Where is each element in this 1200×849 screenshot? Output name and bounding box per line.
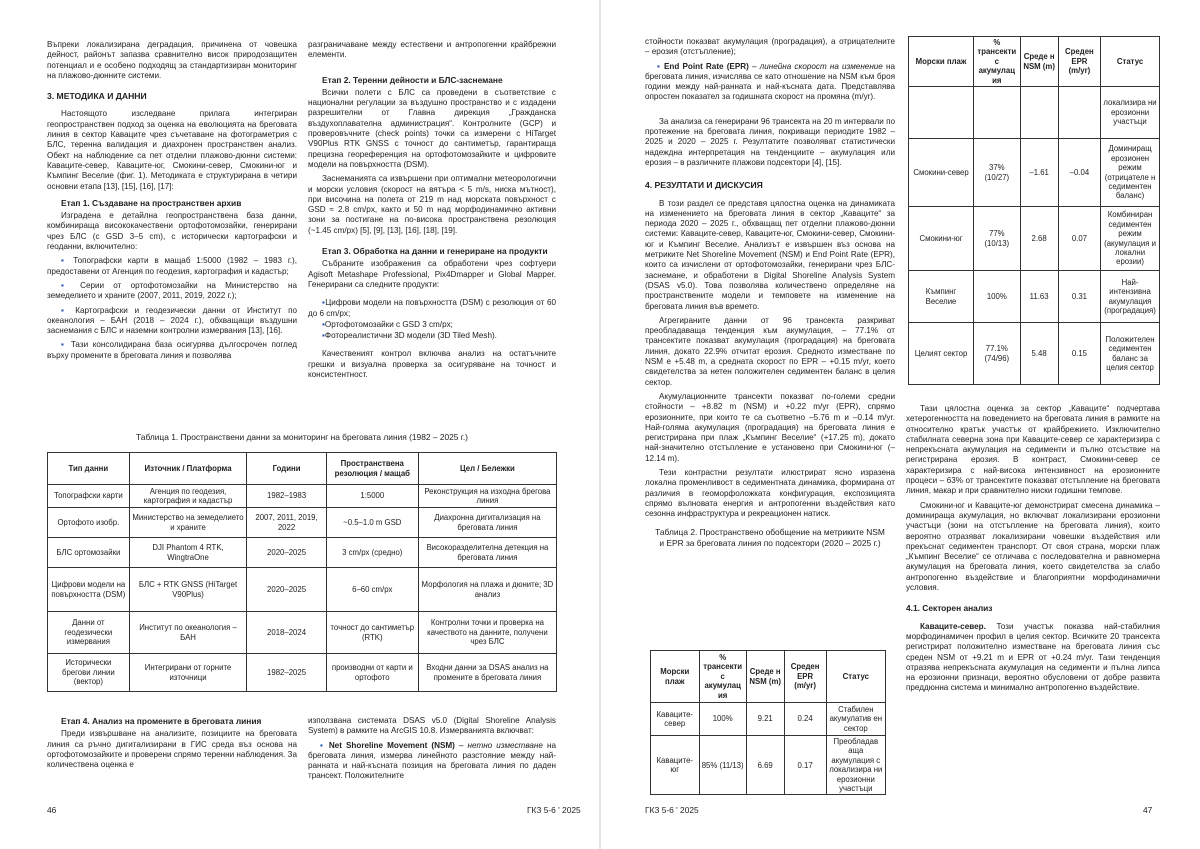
subsection-4-1-title: 4.1. Секторен анализ bbox=[906, 603, 993, 614]
table-cell bbox=[1058, 87, 1100, 139]
table-cell: 3 cm/px (средно) bbox=[326, 538, 418, 568]
table-header-cell: % трансекти с акумулац ия bbox=[974, 37, 1020, 87]
left-bottom-column-2 bbox=[308, 716, 556, 786]
table-header-cell: % трансекти с акумулац ия bbox=[699, 651, 746, 703]
table-cell: 0.07 bbox=[1058, 207, 1100, 271]
table-header-cell: Морски плаж bbox=[651, 651, 700, 703]
table-cell: Агенция по геодезия, картография и кадастър bbox=[129, 485, 247, 508]
section-4-title: 4. РЕЗУЛТАТИ И ДИСКУСИЯ bbox=[645, 180, 763, 191]
table-1-caption: Таблица 1. Пространствени данни за мониторинг на бреговата линия (1982 – 2025 г.) bbox=[136, 432, 468, 442]
table-row bbox=[48, 654, 557, 692]
table-header-cell: Източник / Платформа bbox=[129, 453, 247, 485]
table-row bbox=[909, 139, 1160, 207]
square-bullet-icon: ▪ bbox=[322, 331, 325, 341]
table-cell: Ортофото изобр. bbox=[48, 508, 130, 538]
assessment-paragraph-2: Смокини-юг и Каваците-юг демонстрират смесена динамика – доминираща акумулация, но включват локализирани ерозионни участъци (зони на отстъпление на бреговата линия), които вероятно отразяват локализирани човешки въздействия или прекъснат седиментен транспорт. От своя страна, морски плаж „Къмпинг Веселие“ се отличава с последователна и равномерна акумулация на бреговата линия, което свидетелства за слабо антропогенно въздействие и благоприятни морфодинамични условия. bbox=[906, 500, 1160, 593]
table-cell: 0.31 bbox=[1058, 271, 1100, 323]
table-cell: Смокини-юг bbox=[909, 207, 974, 271]
table-cell: Контролни точки и проверка на качеството на данните, получени чрез БЛС bbox=[418, 612, 556, 654]
table-cell: 0.24 bbox=[784, 703, 826, 736]
table-cell: Високоразделителна детекция на бреговата линия bbox=[418, 538, 556, 568]
stage-2-paragraph-2: Заснеманията са извършени при оптимални метеорологични и морски условия (скорост на вятъра < 5 m/s, ниска мътност), при височина на полета от 219 m над морската повърхност с GSD ≈ 2.8 cm/px, както и 50 m над морфодинамично активни зони за постигане на по-висока пространствена резолюция (~1.45 cm/px) [5], [9], [13], [16], [18], [19]. bbox=[308, 174, 556, 235]
table-cell: 6.69 bbox=[746, 736, 784, 795]
table-cell: 9.21 bbox=[746, 703, 784, 736]
table-row bbox=[651, 703, 886, 736]
table-row-continued bbox=[909, 87, 1160, 139]
square-bullet-icon: ▪ bbox=[322, 298, 326, 308]
table-cell: 6–60 cm/px bbox=[326, 568, 418, 612]
table-cell: Входни данни за DSAS анализ на промените в бреговата линия bbox=[418, 654, 556, 692]
assessment-paragraph-1: Тази цялостна оценка за сектор „Каваците“ подчертава хетерогенността на поведението на бреговата линия в рамките на относително кратък участък от крайбрежието. Изключително стабилната северна зона при Каваците-север се характеризира с непрекъсната акумулация на седименти и пълно отсъствие на регистрирана ерозия. В контраст, Смокини-север се характеризира с най-висока интензивност на ерозионните процеси – 63% от трансектите показват отстъпление на бреговата линия, макар и при сравнително ниски годишни темпове. bbox=[906, 404, 1160, 496]
table-header-cell: Среде н NSM (m) bbox=[746, 651, 784, 703]
table-cell: DJI Phantom 4 RTK, WingtraOne bbox=[129, 538, 247, 568]
table-cell: 2.68 bbox=[1020, 207, 1058, 271]
table-row bbox=[651, 736, 886, 795]
journal-footer-right: ГКЗ 5-6 ' 2025 bbox=[645, 805, 699, 815]
table-cell: 2020–2025 bbox=[247, 538, 326, 568]
epr-item: ▪ End Point Rate (EPR) – линейна скорост на изменение на бреговата линия, изчислява се като отношение на NSM към броя години между най-ранната и най-късната дата. Представлява опростен показател за годишната скорост на промяна (m/yr). bbox=[645, 61, 895, 102]
continued-paragraph: стойности показват акумулация (проградация), а отрицателните – ерозия (отстъпление); bbox=[645, 37, 895, 57]
left-column-1 bbox=[47, 40, 297, 365]
table-header-cell: Среден EPR (m/yr) bbox=[1058, 37, 1100, 87]
table-cell: 11.63 bbox=[1020, 271, 1058, 323]
table-cell: Целият сектор bbox=[909, 323, 974, 385]
table-header-cell: Статус bbox=[826, 651, 885, 703]
table-cell bbox=[974, 87, 1020, 139]
table-header-cell: Среде н NSM (m) bbox=[1020, 37, 1058, 87]
table-cell: Положителен седиментен баланс за целия сектор bbox=[1101, 323, 1160, 385]
table-cell: производни от карти и ортофото bbox=[326, 654, 418, 692]
product-item: ▪Фотореалистични 3D модели (3D Tiled Mesh). bbox=[322, 331, 497, 341]
table-cell: БЛС ортомозайки bbox=[48, 538, 130, 568]
nsm-item: ▪ Net Shoreline Movement (NSM) – нетно изместване на бреговата линия, измерва линейното разстояние между най-ранната и най-късната позиция на бреговата линия по даден трансект. Положителните bbox=[308, 740, 556, 781]
table-cell: Къмпинг Веселие bbox=[909, 271, 974, 323]
table-header-cell: Среден EPR (m/yr) bbox=[784, 651, 826, 703]
stage-1-title: Етап 1. Създаване на пространствен архив bbox=[61, 197, 242, 208]
square-bullet-icon: ▪ bbox=[320, 740, 329, 750]
table-cell: Каваците-север bbox=[651, 703, 700, 736]
table-cell: Цифрови модели на повърхността (DSM) bbox=[48, 568, 130, 612]
table-cell: Исторически брегови линии (вектор) bbox=[48, 654, 130, 692]
table-cell bbox=[909, 87, 974, 139]
right-column-1 bbox=[645, 37, 895, 555]
table-row bbox=[909, 207, 1160, 271]
table-row bbox=[48, 485, 557, 508]
table-cell: Комбиниран седиментен режим (акумулация и локални ерозии) bbox=[1101, 207, 1160, 271]
table-header-cell: Статус bbox=[1101, 37, 1160, 87]
intro-paragraph: Въпреки локализирана деградация, причинена от човешка дейност, районът запазва сравнително висок природозащитен потенциал и е особено подходящ за стандартизиран мониторинг на плажово-дюнните системи. bbox=[47, 40, 297, 80]
square-bullet-icon: ▪ bbox=[61, 305, 76, 315]
table-cell: 5.48 bbox=[1020, 323, 1058, 385]
stage-3-title: Етап 3. Обработка на данни и генериране на продукти bbox=[322, 246, 548, 257]
continued-paragraph: разграничаване между естествени и антропогенни крайбрежни елементи. bbox=[308, 40, 556, 60]
page-number-right: 47 bbox=[1143, 805, 1153, 815]
stage-2-paragraph-1: Всички полети с БЛС са проведени в съответствие с национални регулации за въздушно пространство и с издадени разрешителни от Главна дирекция „Гражданска въздухоплавателна администрация“. Контролните (GCP) и проверовъчните (check points) точки са измерени с HiTarget V90Plus RTK GNSS с точност до сантиметър, гарантираща прецизна геореференция на ортофотомозайките и цифровите модели на повърхността (DSM). bbox=[308, 87, 556, 169]
left-bottom-column-1 bbox=[47, 716, 297, 774]
table-cell: Доминиращ ерозионен режим (отрицателе н седиментен баланс) bbox=[1101, 139, 1160, 207]
square-bullet-icon: ▪ bbox=[322, 319, 325, 329]
bullet-item: ▪ Топографски карти в мащаб 1:5000 (1982 – 1983 г.), предоставени от Агенция по геодезия, картография и кадастър; bbox=[47, 256, 298, 276]
table-cell: Най-интензивна акумулация (проградация) bbox=[1101, 271, 1160, 323]
table-cell: Стабилен акумулатив ен сектор bbox=[826, 703, 885, 736]
stage-2-title: Етап 2. Теренни дейности и БЛС-заснемане bbox=[322, 74, 503, 85]
table-cell: Институт по океанология – БАН bbox=[129, 612, 247, 654]
table-2-part-2 bbox=[908, 36, 1160, 385]
table-cell: БЛС + RTK GNSS (HiTarget V90Plus) bbox=[129, 568, 247, 612]
table-cell: 0.17 bbox=[784, 736, 826, 795]
table-cell: ~0.5–1.0 m GSD bbox=[326, 508, 418, 538]
table-row bbox=[48, 538, 557, 568]
quality-paragraph: Качественият контрол включва анализ на остатъчните грешки и визуална проверка за осигуряване на точност и консистентност. bbox=[308, 349, 556, 380]
table-cell: 1:5000 bbox=[326, 485, 418, 508]
table-cell: 37% (10/27) bbox=[974, 139, 1020, 207]
square-bullet-icon: ▪ bbox=[61, 280, 81, 290]
bullet-item: ▪ Серии от ортофотомозайки на Министерство на земеделието и храните (2007, 2011, 2019, 2022 г.); bbox=[47, 280, 297, 301]
results-paragraph-1: В този раздел се представя цялостна оценка на динамиката на изменението на бреговата линия в сектор „Каваците“ за периода 2020 – 2025 г., обхващащ пет отделни плажово-дюнни системи: Каваците-север, Каваците-юг, Смокини-север, Смокини-юг и Къмпинг Веселие. Анализът е извършен въз основа на метриките Net Shoreline Movement (NSM) и End Point Rate (EPR), които са изчислени от ортофотомозайки, генерирани чрез БЛС-заснемане, и обработени в Digital Shoreline Analysis System (DSAS v5.0). Това позволява количествено определяне на пространствените модели и темповете на изменение на бреговата линия във времето. bbox=[645, 198, 895, 311]
right-column-2 bbox=[906, 404, 1160, 698]
table-row bbox=[909, 323, 1160, 385]
table-cell: 85% (11/13) bbox=[699, 736, 746, 795]
page-number-left: 46 bbox=[47, 805, 57, 815]
square-bullet-icon: ▪ bbox=[657, 61, 664, 71]
page-spine bbox=[599, 0, 601, 849]
table-cell: 2018–2024 bbox=[247, 612, 326, 654]
dsas-paragraph: използвана системата DSAS v5.0 (Digital Shoreline Analysis System) в рамките на ArcGIS 10.8. Измерванията включват: bbox=[308, 716, 556, 736]
table-cell: Реконструкция на изходна брегова линия bbox=[418, 485, 556, 508]
table-row bbox=[909, 271, 1160, 323]
table-cell: 0.15 bbox=[1058, 323, 1100, 385]
stage-1-paragraph: Изградена е детайлна геопространствена база данни, комбинираща висококачествени ортофотомозайки, генерирани чрез БЛС (с GSD 3–5 cm), с исторически картографски и геоданни, включително: bbox=[47, 211, 297, 252]
square-bullet-icon: ▪ bbox=[61, 340, 71, 350]
table-cell: Каваците-юг bbox=[651, 736, 700, 795]
table-cell: Данни от геодезически измервания bbox=[48, 612, 130, 654]
table-cell: Преобладав аща акумулация с локализира ни ерозионни участъци bbox=[826, 736, 885, 795]
sector-paragraph: Каваците-север. Този участък показва най-стабилния морфодинамичен профил в целия сектор. Всичките 20 трансекта регистрират положително изместване на бреговата линия със среден NSM от +9.21 m и EPR от +0.24 m/yr. Тази тенденция отразява непрекъсната акумулация на седименти и пълна липса на ерозионни признаци, вероятно обусловени от добре развита преддюнна система и минимално антропогенно въздействие. bbox=[906, 621, 1160, 693]
method-paragraph: Настоящото изследване прилага интегриран геопространствен подход за оценка на еволюцията на бреговата линия в сектор Каваците чрез съчетаване на фотограметрия с БЛС, теренна валидация и диахронен пространствен анализ. Обект на наблюдение са пет отделни плажово-дюнни системи: Каваците-север, Каваците-юг, Смокини-север, Смокини-юг и Къмпинг Веселие (фиг. 1). Методиката е структурирана в четири основни етапа [13], [15], [16], [17]: bbox=[47, 109, 297, 191]
table-2-part-1 bbox=[650, 650, 886, 795]
continued-status-cell: локализира ни ерозионни участъци bbox=[1101, 87, 1160, 139]
table-cell bbox=[1020, 87, 1058, 139]
table-cell: –1.61 bbox=[1020, 139, 1058, 207]
table-cell: –0.04 bbox=[1058, 139, 1100, 207]
left-column-2 bbox=[308, 40, 556, 384]
results-paragraph-4: Тези контрастни резултати илюстрират ясно изразена локална променливост в седиментната динамика, формирана от различия в геоморфоложката конфигурация, експозицията спрямо вълновата енергия и антропогенни въздействия като сезонна инфраструктура и рекреационен натиск. bbox=[645, 467, 895, 519]
stage-4-title: Етап 4. Анализ на промените в бреговата линия bbox=[61, 716, 262, 726]
table-cell: точност до сантиметър (RTK) bbox=[326, 612, 418, 654]
table-row bbox=[48, 568, 557, 612]
table-header-cell: Цел / Бележки bbox=[418, 453, 556, 485]
table-header-cell: Години bbox=[247, 453, 326, 485]
table-cell: 77.1% (74/96) bbox=[974, 323, 1020, 385]
table-cell: Интегрирани от горните източници bbox=[129, 654, 247, 692]
table-row bbox=[48, 612, 557, 654]
product-item: ▪Ортофотомозайки с GSD 3 cm/px; bbox=[322, 319, 453, 329]
square-bullet-icon: ▪ bbox=[61, 256, 74, 266]
table-header-cell: Тип данни bbox=[48, 453, 130, 485]
bullet-item: ▪ Картографски и геодезически данни от Институт по океанология – БАН (2018 – 2024 г.), обхващащи въздушни заснемания с БЛС и наземни контролни измервания [13], [16]. bbox=[47, 305, 297, 336]
stage-4-paragraph: Преди извършване на анализите, позициите на бреговата линия са ръчно дигитализирани в ГИС среда въз основа на ортофотомозайките и проверени спрямо теренни наблюдения. За количествена оценка е bbox=[47, 729, 297, 770]
product-item: ▪Цифрови модели на повърхността (DSM) с резолюция от 60 до 6 cm/px; bbox=[308, 298, 556, 318]
table-cell: Министерство на земеделието и храните bbox=[129, 508, 247, 538]
table-cell: 77% (10/13) bbox=[974, 207, 1020, 271]
table-cell: 100% bbox=[699, 703, 746, 736]
results-paragraph-3: Акумулационните трансекти показват по-големи средни стойности – +8.82 m (NSM) и +0.22 m/yr (EPR), спрямо ерозионните, при които те са съответно –5.76 m и –0.14 m/yr. Най-голяма акумулация (проградация) на бреговата линия е регистрирана при плаж „Къмпинг Веселие“ (+17.25 m), докато най-значително отстъпление е установено при Смокини-юг (–12.14 m). bbox=[645, 391, 895, 463]
table-header-cell: Морски плаж bbox=[909, 37, 974, 87]
transects-paragraph: За анализа са генерирани 96 трансекта на 20 m интервали по протежение на бреговата линия, покриващи периодите 1982 – 2025 и 2020 – 2025 г. Резултатите позволяват статистически надеждна интерпретация на тенденциите – акумулация или ерозия – в различните плажови подсектори [4], [15]. bbox=[645, 116, 895, 167]
bullet-item: ▪ Тази консолидирана база осигурява дългосрочен поглед върху промените в бреговата линия и позволява bbox=[47, 340, 297, 360]
table-header-cell: Пространствена резолюция / мащаб bbox=[326, 453, 418, 485]
section-3-title: 3. МЕТОДИКА И ДАННИ bbox=[47, 91, 147, 102]
journal-footer-left: ГКЗ 5-6 ' 2025 bbox=[527, 805, 581, 815]
table-cell: Смокини-север bbox=[909, 139, 974, 207]
stage-3-paragraph: Събраните изображения са обработени чрез софтуери Agisoft Metashape Professional, Pix4Dmapper и Global Mapper. Генерирани са следните продукти: bbox=[308, 259, 556, 289]
table-cell: Топографски карти bbox=[48, 485, 130, 508]
table-cell: Морфология на плажа и дюните; 3D анализ bbox=[418, 568, 556, 612]
table-cell: 100% bbox=[974, 271, 1020, 323]
table-cell: 1982–2025 bbox=[247, 654, 326, 692]
results-paragraph-2: Агрегираните данни от 96 трансекта разкриват преобладаваща тенденция към акумулация, – 77.1% от трансектите показват акумулация (проградация) на бреговата линия, докато 22.9% отчитат ерозия. Средното изместване по NSM е +5.48 m, а средната скорост по EPR – +0.15 m/yr, което свидетелства за нетен положителен седиментен баланс в целия сектор. bbox=[645, 315, 895, 387]
table-cell: Диахронна дигитализация на бреговата линия bbox=[418, 508, 556, 538]
table-cell: 2007, 2011, 2019, 2022 bbox=[247, 508, 326, 538]
table-1 bbox=[47, 452, 557, 692]
table-cell: 1982–1983 bbox=[247, 485, 326, 508]
table-row bbox=[48, 508, 557, 538]
table-cell: 2020–2025 bbox=[247, 568, 326, 612]
table-2-caption: Таблица 2. Пространствено обобщение на метриките NSM и EPR за бреговата линия по подсектори (2020 – 2025 г.) bbox=[655, 527, 885, 549]
